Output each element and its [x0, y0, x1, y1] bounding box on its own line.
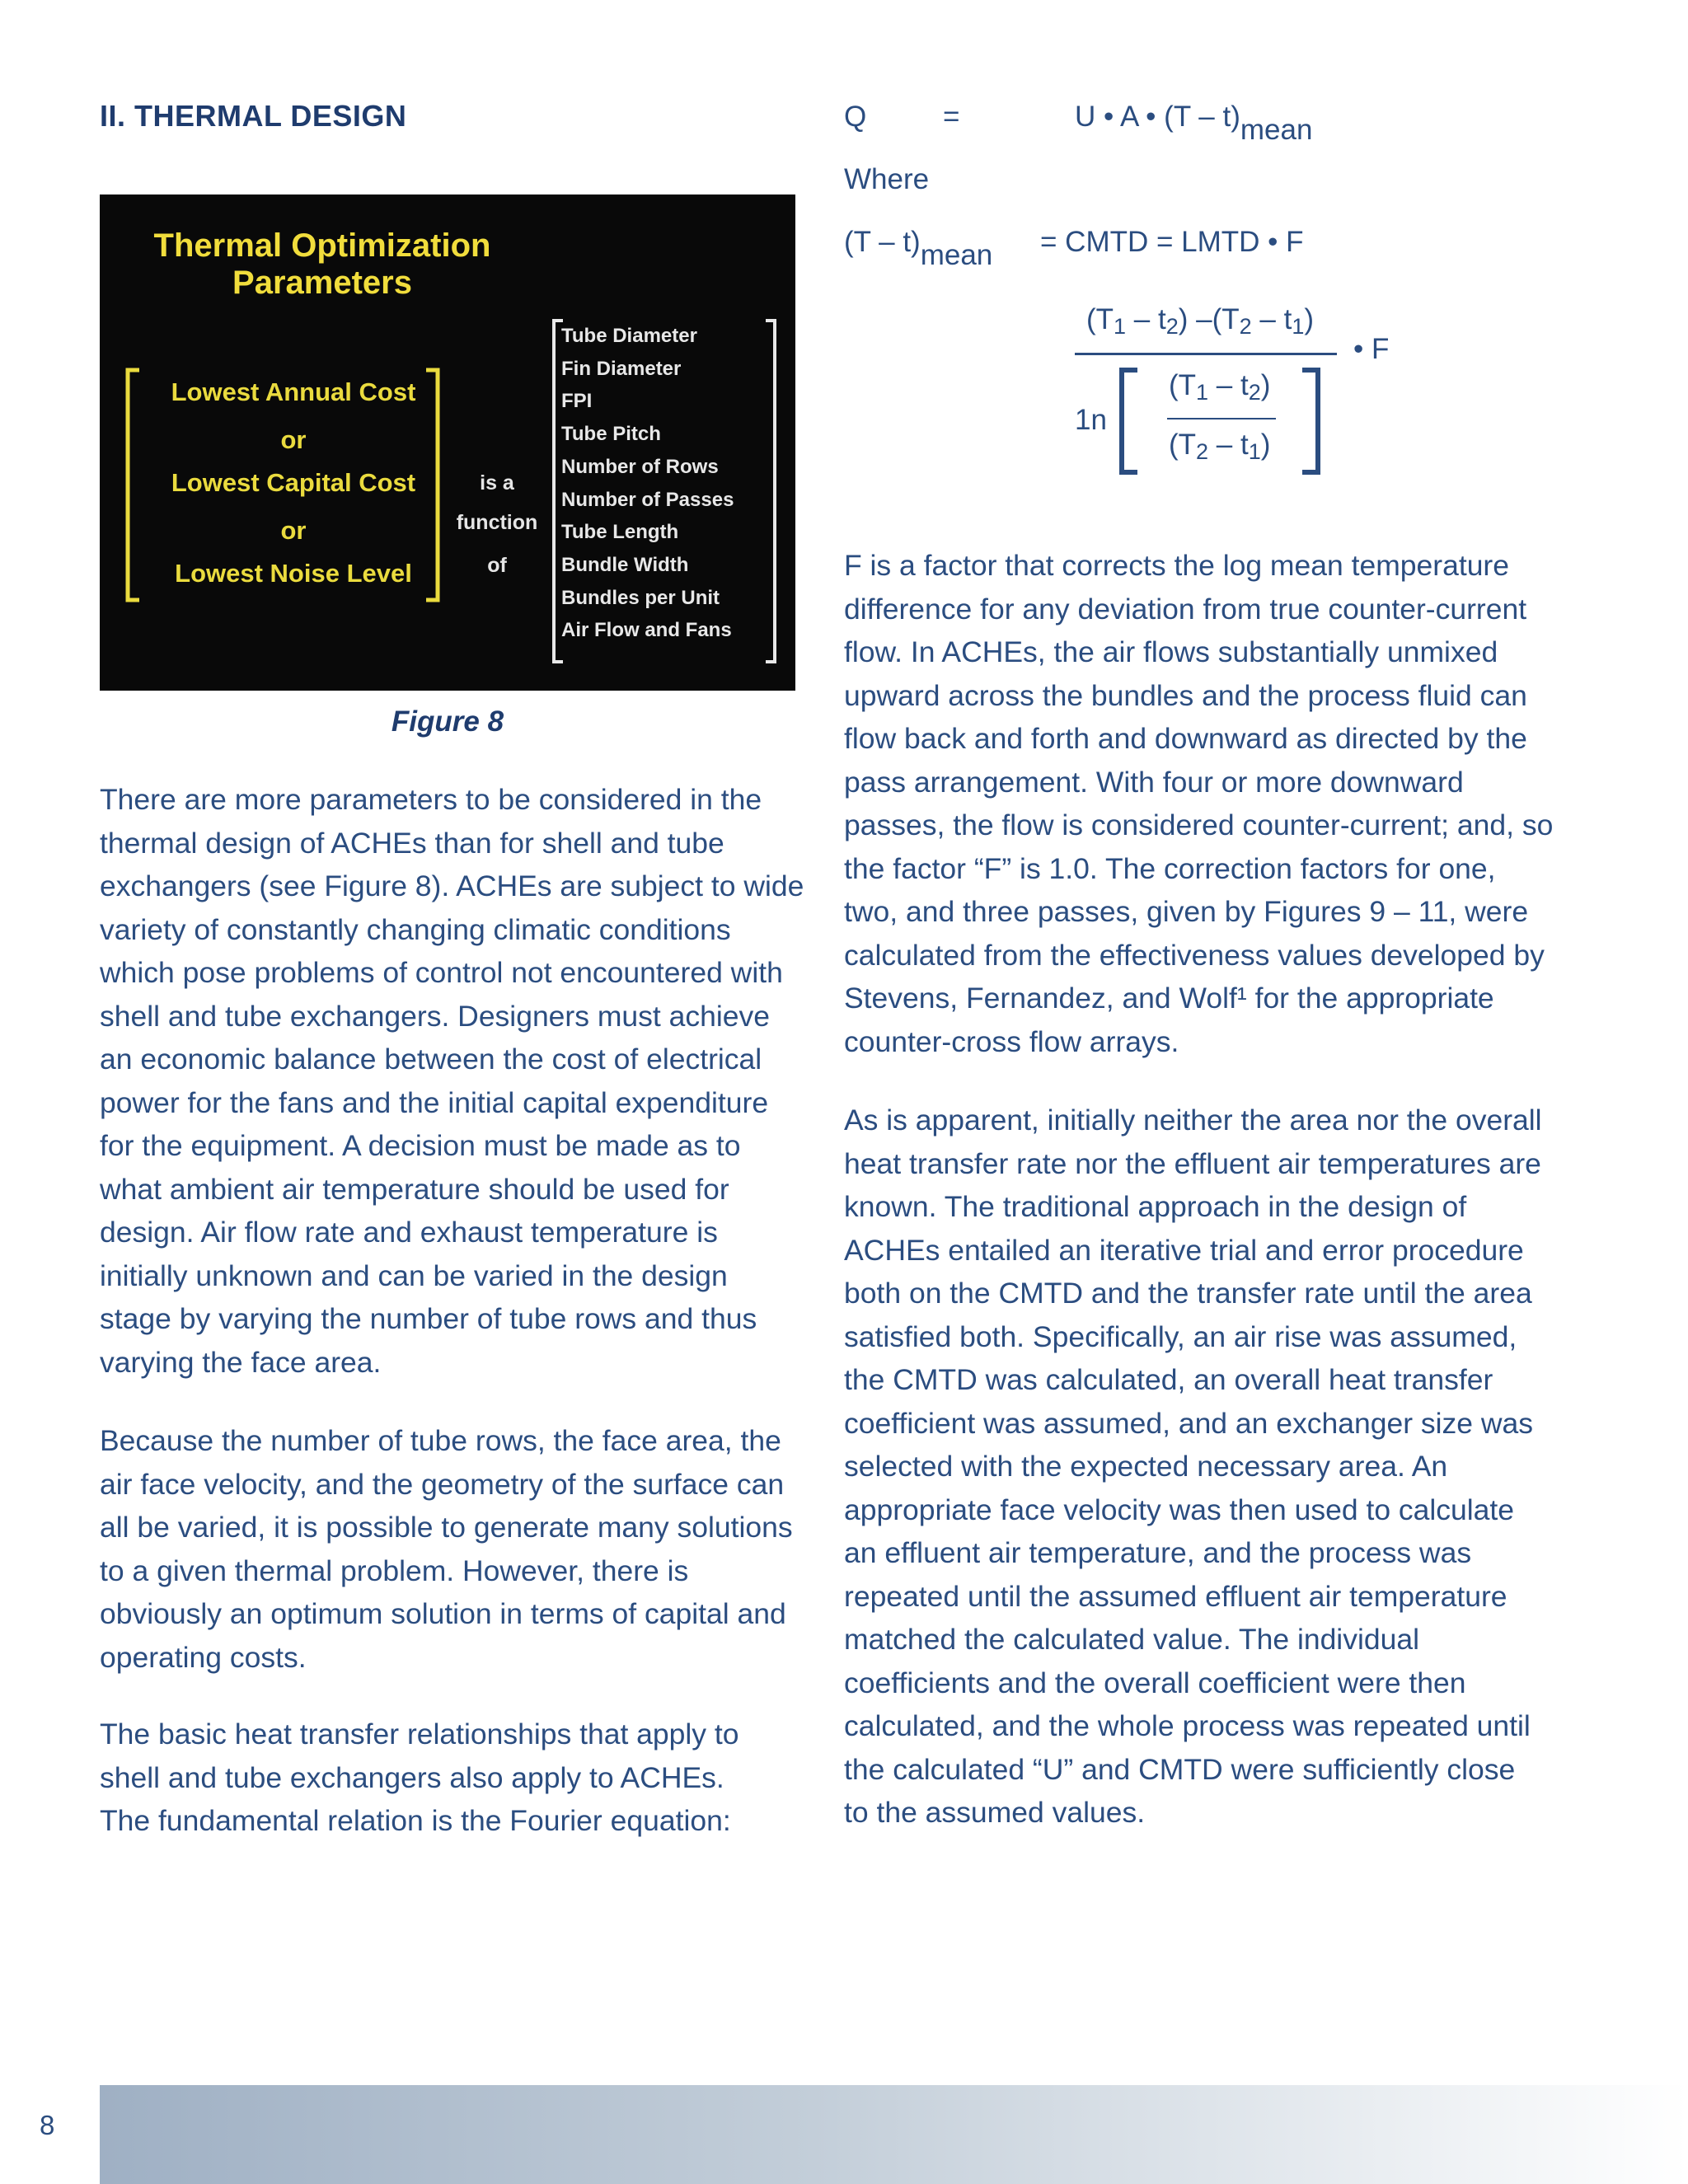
text-line: the calculated “U” and CMTD were sufficiently close [844, 1752, 1516, 1786]
left-paragraph-2 [100, 1419, 793, 1679]
page-number: 8 [40, 2110, 55, 2140]
param-fpi: FPI [561, 390, 593, 412]
text-line: appropriate face velocity was then used to calculate [844, 1493, 1515, 1526]
text-line: selected with the expected necessary area. An [844, 1450, 1448, 1483]
param-air-flow-and-fans: Air Flow and Fans [561, 619, 732, 641]
option-lowest-noise-level: Lowest Noise Level [175, 559, 412, 588]
left-square-bracket-icon [1118, 368, 1141, 475]
eq-rhs-text: U • A • (T – t) [1075, 101, 1240, 133]
inner-part: – t [1208, 429, 1249, 461]
eq-cmtd: = CMTD = LMTD • F [1040, 226, 1304, 258]
text-line: all be varied, it is possible to generate many solutions [100, 1511, 793, 1544]
text-line: what ambient air temperature should be used for [100, 1172, 729, 1206]
text-line: ACHEs entailed an iterative trial and error procedure [844, 1233, 1524, 1267]
inner-sub: 1 [1248, 439, 1261, 464]
option-lowest-annual-cost: Lowest Annual Cost [171, 377, 416, 406]
text-line: the factor “F” is 1.0. The correction factors for one, [844, 851, 1496, 885]
ln-label: 1n [1075, 404, 1107, 436]
text-line: known. The traditional approach in the design of [844, 1190, 1467, 1223]
inner-part: ) [1260, 369, 1271, 401]
text-line: calculated, and the whole process was repeated until [844, 1709, 1531, 1742]
right-square-bracket-icon [1299, 368, 1322, 475]
text-line: repeated until the assumed effluent air temperature [844, 1579, 1507, 1613]
text-line: flow back and forth and downward as directed by the [844, 722, 1527, 755]
text-line: There are more parameters to be considered in the [100, 783, 762, 816]
text-line: air face velocity, and the geometry of the surface can [100, 1467, 785, 1501]
text-line: shell and tube exchangers. Designers must achieve [100, 999, 771, 1033]
text-line: an effluent air temperature, and the process was [844, 1536, 1472, 1569]
text-line: upward across the bundles and the process fluid can [844, 678, 1527, 712]
left-paragraph-3 [100, 1713, 739, 1843]
text-line: coefficient was assumed, and an exchanger size was [844, 1406, 1534, 1440]
text-line: two, and three passes, given by Figures 9 – 11, were [844, 895, 1529, 928]
text-line: satisfied both. Specifically, an air rise was assumed, [844, 1319, 1517, 1353]
ln-inner-denominator [1169, 429, 1270, 465]
eq-equals: = [943, 101, 960, 133]
text-line: stage by varying the number of tube rows and thus [100, 1302, 757, 1335]
text-line: matched the calculated value. The individual [844, 1623, 1419, 1656]
text-line: obviously an optimum solution in terms of capital and [100, 1597, 786, 1630]
text-line: to a given thermal problem. However, there is [100, 1554, 689, 1587]
eq-lhs-text: (T – t) [844, 226, 921, 258]
option-or-1: or [280, 425, 307, 454]
param-tube-diameter: Tube Diameter [561, 325, 697, 347]
num-sub: 1 [1114, 314, 1127, 339]
inner-sub: 2 [1196, 439, 1209, 464]
num-part: – t [1126, 303, 1166, 335]
text-line: F is a factor that corrects the log mean temperature [844, 549, 1510, 582]
num-part: – t [1251, 303, 1292, 335]
main-fraction-bar [1075, 353, 1337, 355]
footer-gradient-bar [100, 2085, 1688, 2184]
num-part: (T [1086, 303, 1114, 335]
inner-part: (T [1169, 369, 1197, 401]
num-sub: 2 [1165, 314, 1179, 339]
inner-part: ) [1260, 429, 1271, 461]
param-number-of-rows: Number of Rows [561, 456, 719, 478]
text-line: for the equipment. A decision must be made as to [100, 1129, 741, 1162]
section-heading: II. THERMAL DESIGN [100, 99, 407, 133]
option-lowest-capital-cost: Lowest Capital Cost [171, 468, 416, 497]
eq-where: Where [844, 163, 930, 195]
text-line: to the assumed values. [844, 1796, 1146, 1829]
text-line: The fundamental relation is the Fourier equation: [100, 1804, 731, 1837]
text-line: design. Air flow rate and exhaust temperature is [100, 1216, 718, 1249]
ln-inner-numerator [1169, 369, 1270, 405]
text-line: which pose problems of control not encountered with [100, 956, 783, 989]
right-paragraph-1 [844, 544, 1553, 1063]
inner-part: – t [1208, 369, 1249, 401]
param-number-of-passes: Number of Passes [561, 489, 734, 511]
num-sub: 2 [1239, 314, 1252, 339]
of-text: of [487, 554, 507, 577]
text-line: exchangers (see Figure 8). ACHEs are subject to wide [100, 869, 804, 902]
inner-sub: 1 [1196, 380, 1209, 405]
text-line: an economic balance between the cost of electrical [100, 1043, 762, 1076]
option-or-2: or [280, 516, 307, 545]
param-fin-diameter: Fin Diameter [561, 358, 682, 380]
text-line: initially unknown and can be varied in the design [100, 1258, 728, 1292]
eq-q: Q [844, 101, 867, 133]
inner-sub: 2 [1248, 380, 1261, 405]
text-line: heat transfer rate nor the effluent air temperatures are [844, 1146, 1541, 1180]
text-line: both on the CMTD and the transfer rate until the area [844, 1277, 1532, 1310]
times-f: • F [1353, 333, 1390, 365]
figure-8-image [100, 194, 795, 691]
param-bundles-per-unit: Bundles per Unit [561, 587, 720, 609]
text-line: The basic heat transfer relationships that apply to [100, 1718, 739, 1750]
text-line: varying the face area. [100, 1345, 382, 1379]
param-bundle-width: Bundle Width [561, 554, 689, 576]
function-text: function [456, 511, 538, 534]
text-line: calculated from the effectiveness values developed by [844, 938, 1545, 972]
right-paragraph-2 [844, 1099, 1542, 1835]
text-line: flow. In ACHEs, the air flows substantially unmixed [844, 635, 1498, 668]
inner-fraction-bar [1167, 418, 1276, 419]
left-paragraph-1 [100, 778, 804, 1384]
text-line: shell and tube exchangers also apply to ACHEs. [100, 1760, 724, 1794]
text-line: Because the number of tube rows, the face area, the [100, 1424, 781, 1457]
num-sub: 1 [1292, 314, 1305, 339]
is-a-text: is a [480, 471, 514, 494]
text-line: difference for any deviation from true counter-current [844, 592, 1527, 626]
text-line: thermal design of ACHEs than for shell and tube [100, 826, 724, 860]
lmtd-numerator [1086, 303, 1314, 340]
text-line: Stevens, Fernandez, and Wolf¹ for the appropriate [844, 982, 1494, 1015]
num-part: ) [1304, 303, 1314, 335]
text-line: power for the fans and the initial capital expenditure [100, 1085, 769, 1119]
eq-mean-subscript: mean [1240, 114, 1313, 146]
text-line: the CMTD was calculated, an overall heat transfer [844, 1363, 1493, 1396]
text-line: coefficients and the overall coefficient were then [844, 1666, 1466, 1699]
figure-caption: Figure 8 [391, 705, 504, 738]
text-line: variety of constantly changing climatic conditions [100, 912, 731, 946]
eq-mean-subscript: mean [920, 239, 993, 271]
figure-title: Thermal Optimization Parameters [153, 227, 491, 301]
text-line: passes, the flow is considered counter-current; and, so [844, 808, 1554, 841]
params-right-bracket-icon [764, 318, 777, 664]
param-tube-length: Tube Length [561, 521, 679, 543]
text-line: operating costs. [100, 1640, 307, 1674]
num-part: ) –(T [1178, 303, 1240, 335]
eq-rhs-fourier [1075, 101, 1312, 147]
text-line: As is apparent, initially neither the area nor the overall [844, 1104, 1542, 1137]
param-tube-pitch: Tube Pitch [561, 423, 661, 445]
inner-part: (T [1169, 429, 1197, 461]
text-line: counter-cross flow arrays. [844, 1024, 1179, 1058]
eq-lhs-mean [844, 226, 992, 272]
text-line: pass arrangement. With four or more downward [844, 765, 1464, 799]
